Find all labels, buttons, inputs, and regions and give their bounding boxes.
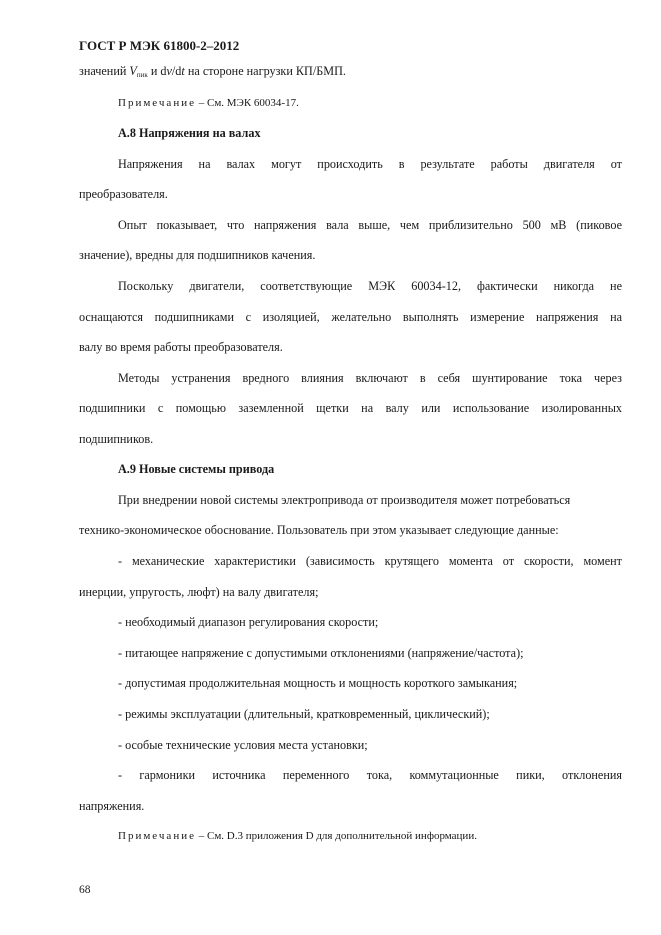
paragraph-line: значение), вредны для подшипников качения. [79,248,316,262]
list-item-line: инерции, упругость, люфт) на валу двигателя; [79,585,319,599]
symbol-t: t [181,64,185,78]
note-label: Примечание [118,830,196,842]
note-label: Примечание [118,97,196,109]
subscript: пик [136,71,148,79]
paragraph-line: Поскольку двигатели, соответствующие МЭК 60034-12, фактически никогда не [118,279,622,293]
symbol-v: v [166,64,172,78]
list-item-line: - гармоники источника переменного тока, коммутационные пики, отклонения [118,768,622,782]
paragraph-line: Методы устранения вредного влияния включают в себя шунтирование тока через [118,371,622,385]
note-text: – См. МЭК 60034-17. [195,97,299,109]
list-item: - особые технические условия места установки; [118,738,368,752]
paragraph-line: оснащаются подшипниками с изоляцией, желательно выполнять измерение напряжения на [79,310,622,324]
page-number: 68 [79,884,91,896]
text-fragment: на стороне нагрузки КП/БМП. [184,64,346,78]
paragraph-line: валу во время работы преобразователя. [79,340,283,354]
text-fragment: /d [171,64,182,78]
list-item: - режимы эксплуатации (длительный, кратковременный, циклический); [118,707,490,721]
text-fragment: значений [79,64,130,78]
note-text: – См. D.3 приложения D для дополнительной информации. [195,830,477,842]
section-title-a8: А.8 Напряжения на валах [118,126,261,140]
list-item: - питающее напряжение с допустимыми отклонениями (напряжение/частота); [118,646,524,660]
section-title-a9: А.9 Новые системы привода [118,462,275,476]
list-item: - необходимый диапазон регулирования скорости; [118,615,379,629]
note-1 [118,95,299,111]
paragraph-line: преобразователя. [79,187,168,201]
document-header: ГОСТ Р МЭК 61800-2–2012 [79,38,240,53]
note-2 [118,828,477,844]
list-item-line: напряжения. [79,799,145,813]
paragraph-line: подшипников. [79,432,154,446]
list-item: - допустимая продолжительная мощность и мощность короткого замыкания; [118,676,518,690]
paragraph-line: Опыт показывает, что напряжения вала выше, чем приблизительно 500 мВ (пиковое [118,218,622,232]
paragraph-line: Напряжения на валах могут происходить в результате работы двигателя от [118,157,622,171]
list-item-line: - механические характеристики (зависимость крутящего момента от скорости, момент [118,554,622,568]
paragraph-line: подшипники с помощью заземленной щетки на валу или использование изолированных [79,401,622,415]
formula-line [79,63,346,83]
text-fragment: и d [147,64,167,78]
paragraph-line: технико-экономическое обоснование. Пользователь при этом указывает следующие данные: [79,523,559,537]
paragraph-line: При внедрении новой системы электропривода от производителя может потребоваться [118,493,571,507]
symbol-v: V [129,64,137,78]
